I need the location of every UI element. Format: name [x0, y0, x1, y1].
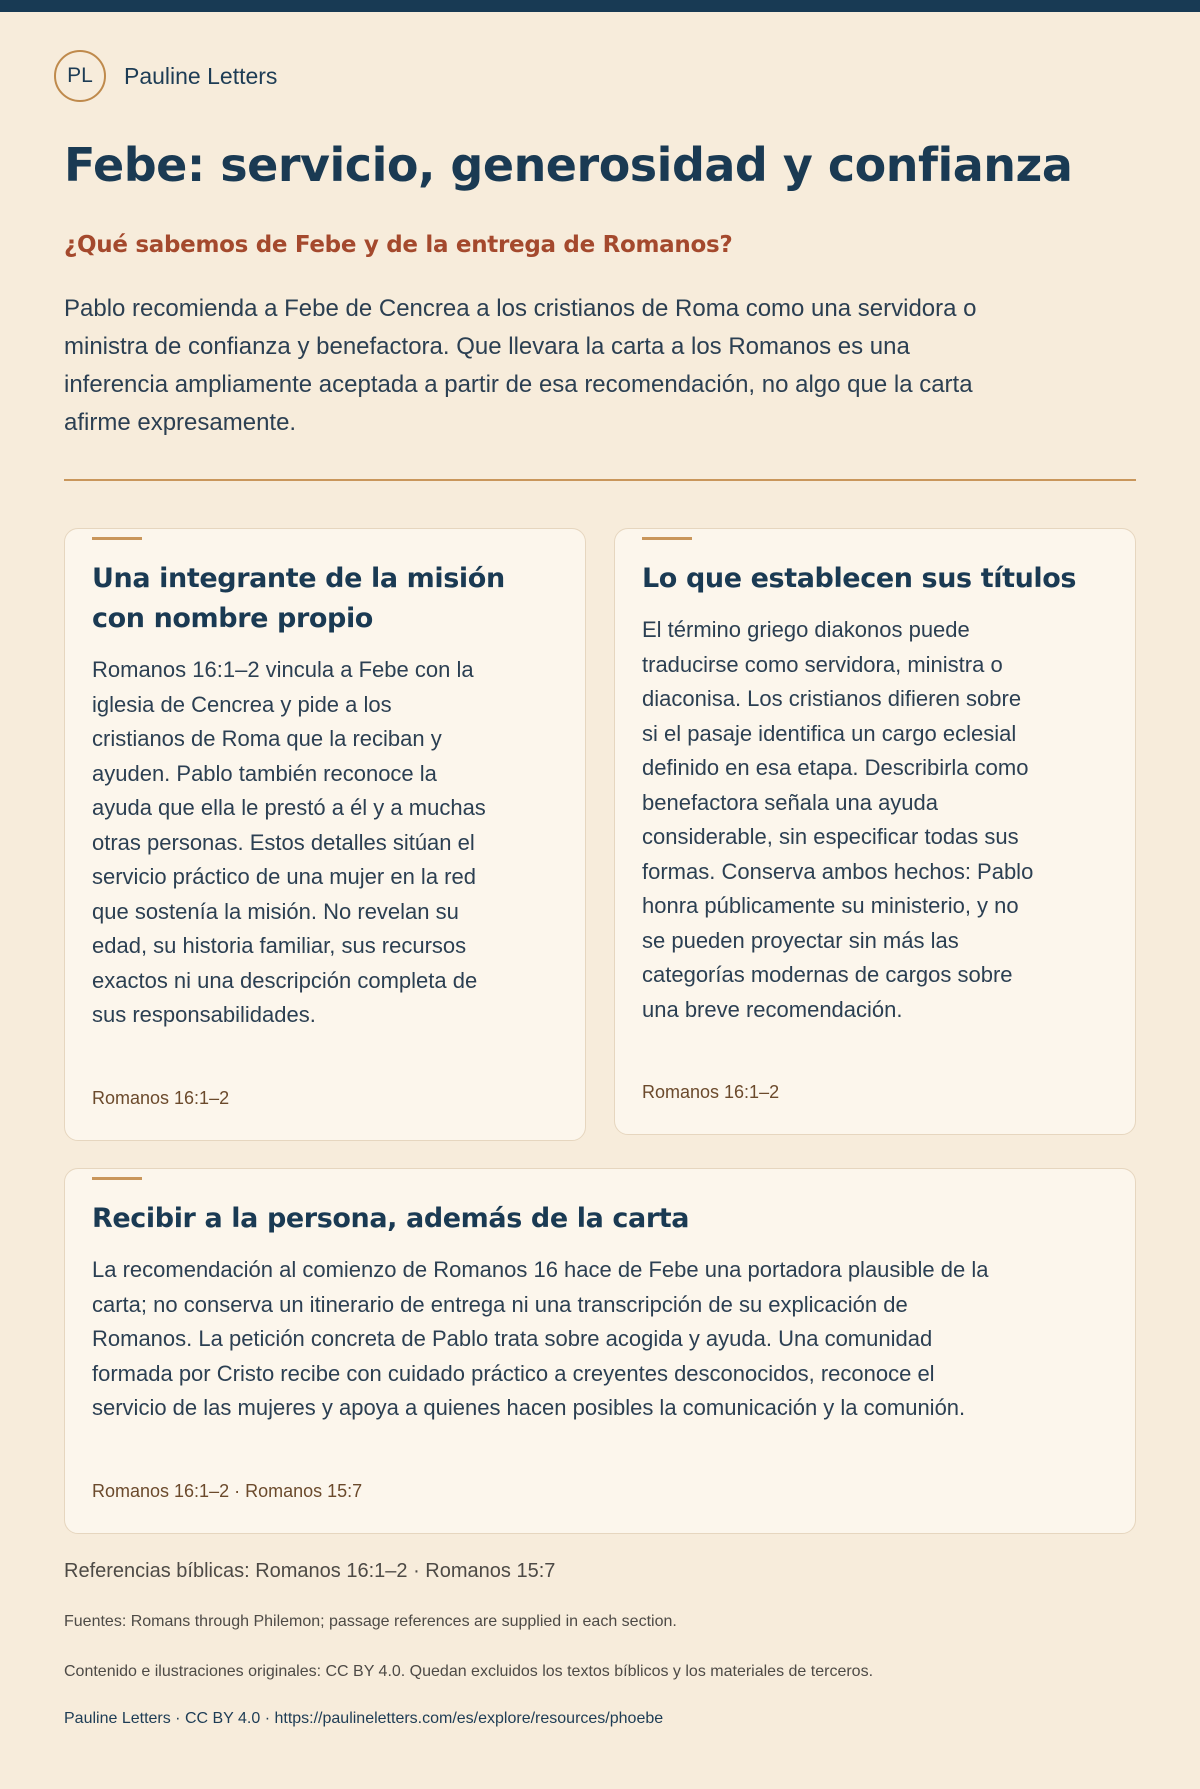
section-card [64, 1168, 1136, 1534]
brand[interactable] [54, 50, 277, 102]
section-heading: Lo que establecen sus títulos [642, 563, 1077, 594]
section-heading: Recibir a la persona, además de la carta [92, 1203, 690, 1234]
biblical-references: Referencias bíblicas: Romanos 16:1–2 · Romanos 15:7 [64, 1560, 556, 1582]
brand-initials: PL [67, 64, 93, 87]
card-accent-line [642, 537, 692, 540]
section-body: La recomendación al comienzo de Romanos 16 hace de Febe una portadora plausible de la carta; no conserva un itinerario de entrega ni una transcripción de su explicación de Romanos. La petición concreta de Pablo trata sobre acogida y ayuda. Una comunidad formada por Cristo recibe con cuidado práctico a creyentes desconocidos, reconoce el servicio de las mujeres y apoya a quienes hacen posibles la comunicación y la comunión. [92, 1257, 989, 1420]
attribution-link[interactable]: Pauline Letters · CC BY 4.0 · https://paulineletters.com/es/explore/resources/phoebe [64, 1710, 664, 1727]
section-body: Romanos 16:1–2 vincula a Febe con la iglesia de Cencrea y pide a los cristianos de Roma que la reciban y ayuden. Pablo también reconoce la ayuda que ella le prestó a él y a muchas otras personas. Estos detalles sitúan el servicio práctico de una mujer en la red que sostenía la misión. No revelan su edad, su historia familiar, sus recursos exactos ni una descripción completa de sus responsabilidades. [92, 657, 486, 1027]
page-title: Febe: servicio, generosidad y confianza [64, 138, 1073, 192]
section-body: El término griego diakonos puede traducirse como servidora, ministra o diaconisa. Los cristianos difieren sobre si el pasaje identifica un cargo eclesial definido en esa etapa. Describirla como benefactora señala una ayuda considerable, sin especificar todas sus formas. Conserva ambos hechos: Pablo honra públicamente su ministerio, y no se pueden proyectar sin más las categorías modernas de cargos sobre una breve recomendación. [642, 617, 1034, 1022]
section-references: Romanos 16:1–2 [642, 1082, 780, 1102]
top-bar [0, 0, 1200, 12]
page-subtitle: ¿Qué sabemos de Febe y de la entrega de Romanos? [64, 232, 733, 258]
section-card [64, 528, 586, 1141]
card-accent-line [92, 537, 142, 540]
divider [64, 479, 1136, 481]
intro-paragraph: Pablo recomienda a Febe de Cencrea a los cristianos de Roma como una servidora o ministra de confianza y benefactora. Que llevara la carta a los Romanos es una inferencia ampliamente aceptada a partir de esa recomendación, no algo que la carta afirme expresamente. [64, 295, 977, 436]
license-note: Contenido e ilustraciones originales: CC BY 4.0. Quedan excluidos los textos bíblicos y los materiales de terceros. [64, 1663, 874, 1680]
brand-name: Pauline Letters [124, 62, 278, 89]
sources-note: Fuentes: Romans through Philemon; passage references are supplied in each section. [64, 1613, 677, 1630]
section-heading: Una integrante de la misión con nombre propio [92, 563, 505, 634]
section-references: Romanos 16:1–2 [92, 1088, 230, 1108]
brand-logo [54, 50, 106, 102]
section-card [614, 528, 1136, 1135]
section-references: Romanos 16:1–2 · Romanos 15:7 [92, 1481, 363, 1501]
card-accent-line [92, 1177, 142, 1180]
